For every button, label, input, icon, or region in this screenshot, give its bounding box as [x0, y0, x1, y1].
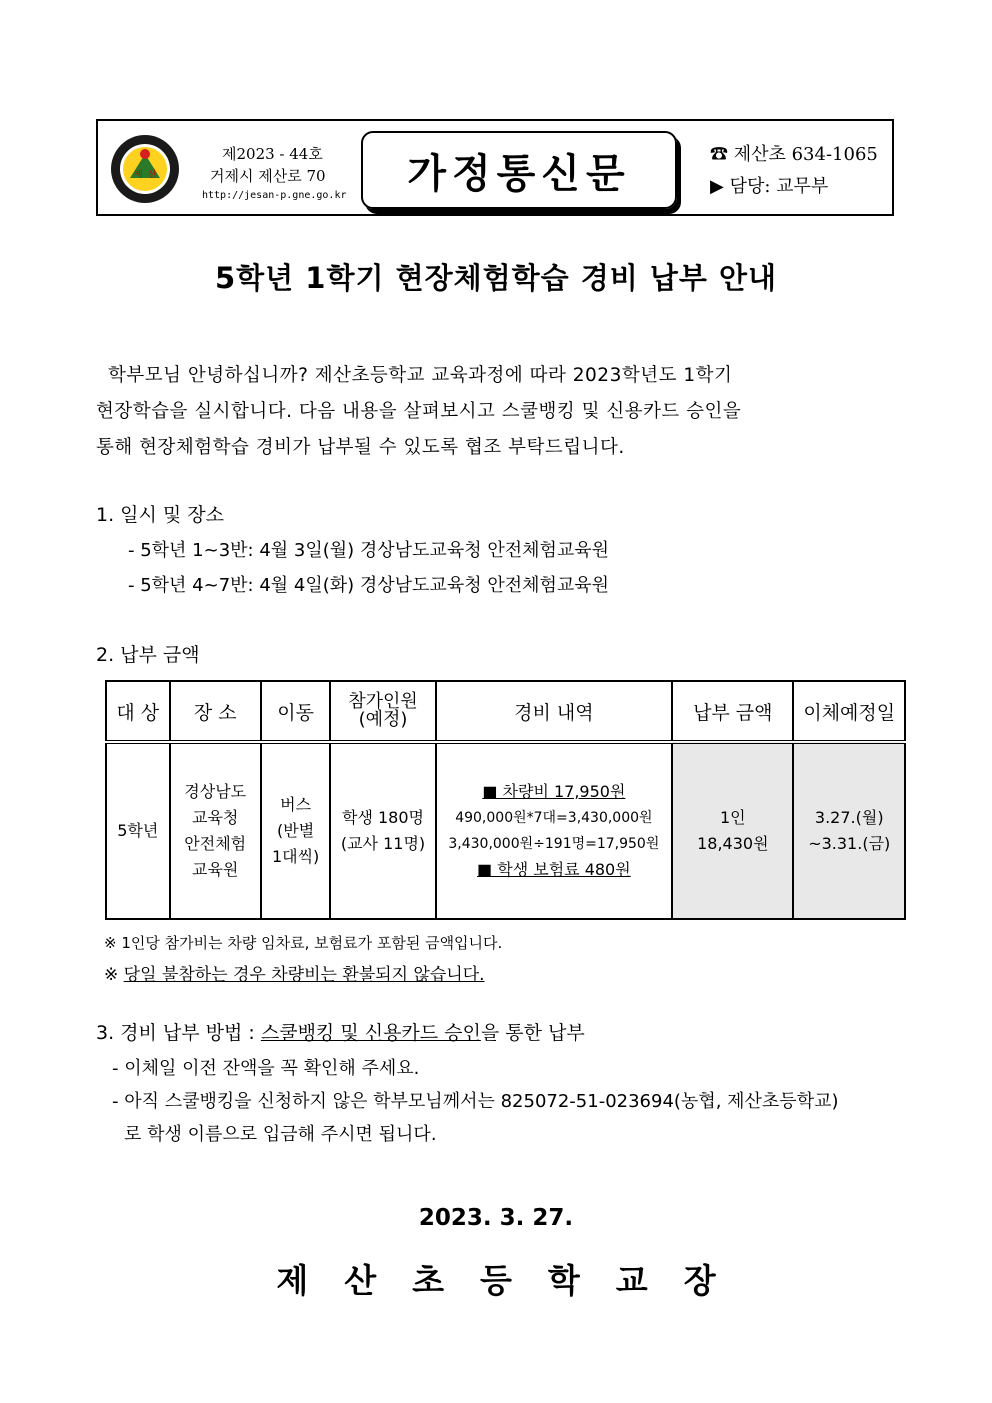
cell-date-l1: 3.27.(월) — [814, 808, 884, 827]
schedule-item-1: - 5학년 1~3반: 4월 3일(월) 경상남도교육청 안전체험교육원 — [128, 540, 610, 561]
table-row — [106, 742, 905, 919]
cell-place-l4: 교육원 — [192, 860, 239, 879]
cell-transport-l2: (반별 — [277, 821, 315, 840]
intro-line-2: 현장학습을 실시합니다. 다음 내용을 살펴보시고 스쿨뱅킹 및 신용카드 승인을 — [96, 401, 742, 422]
header-place: 장 소 — [170, 681, 261, 742]
newsletter-header — [96, 119, 894, 216]
intro-line-3: 통해 현장체험학습 경비가 납부될 수 있도록 협조 부탁드립니다. — [96, 437, 625, 458]
issue-info — [202, 143, 347, 205]
school-phone: ☎ 제산초 634-1065 — [710, 144, 878, 165]
intro-paragraph — [96, 358, 898, 466]
payment-item-2-cont: 로 학생 이름으로 입금해 주시면 됩니다. — [124, 1124, 437, 1145]
school-logo-icon — [110, 134, 180, 204]
header-details: 경비 내역 — [436, 681, 672, 742]
detail-calc-2: 3,430,000원÷191명=17,950원 — [448, 836, 660, 852]
header-target: 대 상 — [106, 681, 170, 742]
header-participants-l1: 참가인원 — [348, 691, 418, 712]
header-amount: 납부 금액 — [672, 681, 793, 742]
intro-line-1: 학부모님 안녕하십니까? 제산초등학교 교육과정에 따라 2023학년도 1학기 — [108, 365, 733, 386]
school-website-link[interactable]: http://jesan-p.gne.go.kr — [202, 190, 347, 201]
section-3-suffix: 을 통한 납부 — [480, 1022, 585, 1044]
document-date: 2023. 3. 27. — [418, 1205, 574, 1231]
cell-participants — [330, 742, 435, 919]
logo-char-2: 산 — [148, 170, 157, 180]
section-3-heading — [96, 1018, 585, 1045]
issue-number: 제2023 - 44호 — [222, 145, 323, 163]
cell-place-l2: 교육청 — [192, 808, 239, 827]
cell-amount — [672, 742, 793, 919]
cell-date-l2: ~3.31.(금) — [808, 834, 891, 853]
note-fee-included: ※ 1인당 참가비는 차량 임차료, 보험료가 포함된 금액입니다. — [104, 934, 503, 952]
newsletter-title: 가정통신문 — [361, 131, 677, 209]
section-3-prefix: 3. 경비 납부 방법 : — [96, 1022, 261, 1044]
cell-participants-l1: 학생 180명 — [342, 808, 424, 827]
payment-item-1: - 이체일 이전 잔액을 꼭 확인해 주세요. — [112, 1058, 420, 1079]
cell-transport-l1: 버스 — [280, 795, 312, 814]
detail-insurance: ■ 학생 보험료 480원 — [477, 860, 631, 879]
cell-participants-l2: (교사 11명) — [340, 834, 426, 853]
section-1-heading: 1. 일시 및 장소 — [96, 504, 225, 526]
header-participants-l2: (예정) — [358, 709, 408, 730]
cell-transfer-date — [793, 742, 905, 919]
schedule-item-2: - 5학년 4~7반: 4월 4일(화) 경상남도교육청 안전체험교육원 — [128, 575, 610, 596]
cell-target: 5학년 — [106, 742, 170, 919]
cell-place-l3: 안전체험 — [184, 834, 247, 853]
section-2-heading: 2. 납부 금액 — [96, 644, 200, 666]
fee-table — [105, 680, 906, 920]
note-no-refund — [104, 960, 485, 985]
cell-transport — [261, 742, 331, 919]
cell-place-l1: 경상남도 — [184, 782, 247, 801]
payment-item-2: - 아직 스쿨뱅킹을 신청하지 않은 학부모님께서는 825072-51-023694(농협, 제산초등학교) — [112, 1091, 839, 1112]
header-transfer-date: 이체예정일 — [793, 681, 905, 742]
person-in-charge: ▶ 담당: 교무부 — [710, 176, 829, 197]
detail-calc-1: 490,000원*7대=3,430,000원 — [455, 810, 653, 826]
contact-info — [710, 139, 878, 203]
logo-char-1: 제 — [134, 170, 143, 180]
cell-place — [170, 742, 261, 919]
school-address: 거제시 제산로 70 — [210, 167, 326, 185]
note-no-refund-text: 당일 불참하는 경우 차량비는 환불되지 않습니다. — [123, 965, 485, 985]
detail-vehicle-cost: ■ 차량비 17,950원 — [482, 782, 626, 801]
cell-amount-l2: 18,430원 — [697, 834, 769, 853]
header-transport: 이동 — [261, 681, 331, 742]
cell-amount-l1: 1인 — [719, 808, 746, 827]
document-title: 5학년 1학기 현장체험학습 경비 납부 안내 — [214, 261, 778, 295]
note-mark: ※ — [104, 965, 119, 985]
cell-transport-l3: 1대씩) — [271, 847, 320, 866]
cell-details — [436, 742, 672, 919]
fee-table-header-row — [106, 681, 905, 742]
section-3-method: 스쿨뱅킹 및 신용카드 승인 — [260, 1022, 481, 1044]
header-participants — [330, 681, 435, 742]
principal-signature: 제산초등학교장 — [276, 1261, 752, 1300]
